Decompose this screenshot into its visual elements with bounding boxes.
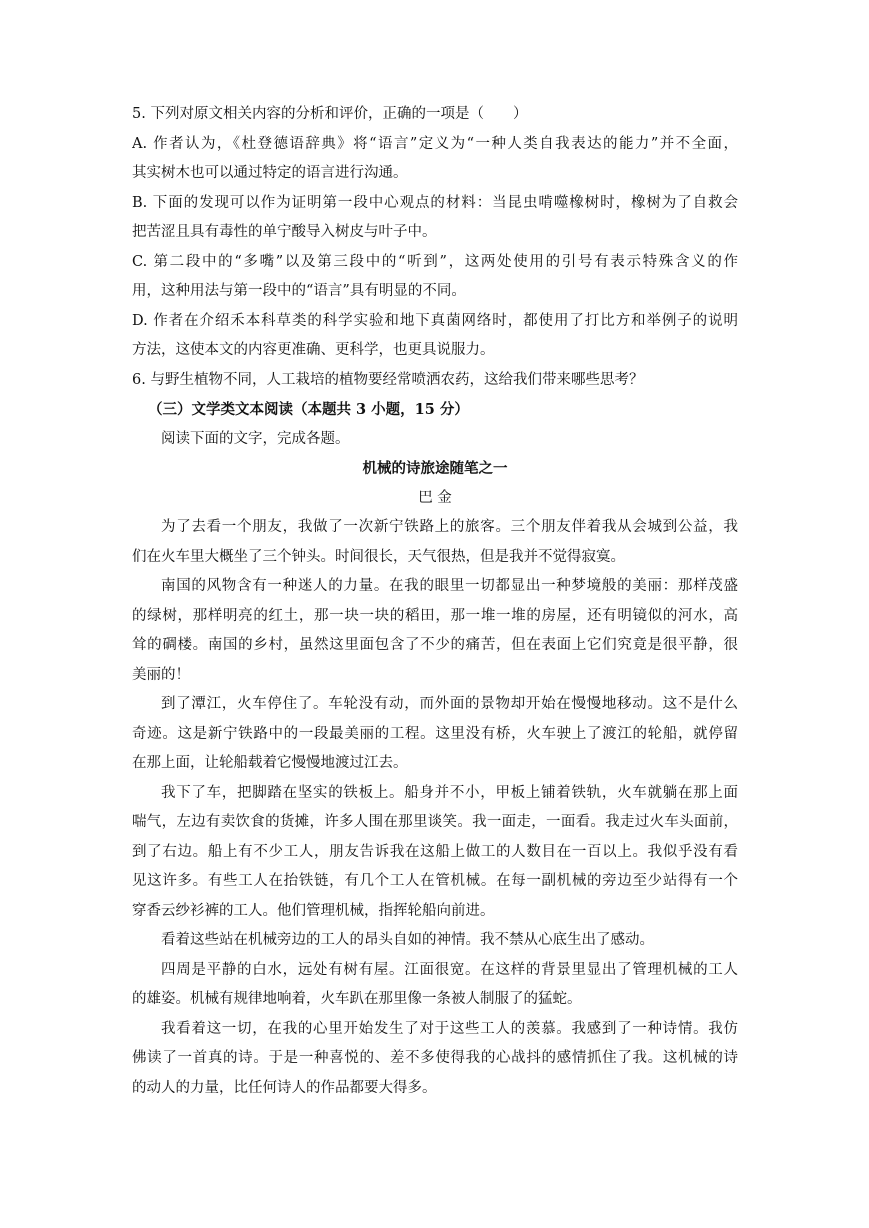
paragraph-5 — [132, 926, 738, 956]
paragraph-line: 的动人的力量，比任何诗人的作品都要大得多。 — [132, 1079, 437, 1096]
q5-option-c-line-1: C. 第二段中的“多嘴”以及第三段中的“听到”，这两处使用的引号有表示特殊含义的作 — [132, 253, 738, 270]
paragraph-line: 见这许多。有些工人在抬铁链，有几个工人在管机械。在每一副机械的旁边至少站得有一个 — [132, 873, 738, 889]
paragraph-7 — [132, 1015, 738, 1104]
section-heading: （三）文学类文本阅读（本题共 3 小题，15 分） — [148, 401, 469, 418]
exam-page — [132, 100, 738, 1103]
q5-stem: 5. 下列对原文相关内容的分析和评价，正确的一项是（ ） — [132, 106, 528, 122]
paragraph-line: 耸的碉楼。南国的乡村，虽然这里面包含了不少的痛苦，但在表面上它们究竟是很平静，很 — [132, 637, 738, 653]
article-title: 机械的诗旅途随笔之一 — [362, 460, 508, 477]
q5-option-c-line-2: 用，这种用法与第一段中的“语言”具有明显的不同。 — [132, 283, 466, 299]
paragraph-3 — [132, 690, 738, 779]
q5-option-a-line-2: 其实树木也可以通过特定的语言进行沟通。 — [132, 165, 408, 181]
article-author: 巴 金 — [418, 489, 452, 506]
paragraph-line: 喘气，左边有卖饮食的货摊，许多人围在那里谈笑。我一面走，一面看。我走过火车头面前， — [132, 814, 738, 830]
paragraph-line: 们在火车里大概坐了三个钟头。时间很长，天气很热，但是我并不觉得寂寞。 — [132, 548, 625, 565]
q6-stem: 6. 与野生植物不同，人工栽培的植物要经常喷洒农药，这给我们带来哪些思考？ — [132, 371, 644, 388]
paragraph-line: 我看着这一切，在我的心里开始发生了对于这些工人的羡慕。我感到了一种诗情。我仿 — [161, 1020, 738, 1037]
paragraph-line: 穿香云纱衫裤的工人。他们管理机械，指挥轮船向前进。 — [132, 902, 495, 919]
q5-option-a-line-1: A. 作者认为，《杜登德语辞典》将“语言”定义为“一种人类自我表达的能力”并不全面， — [132, 135, 738, 152]
paragraph-6 — [132, 956, 738, 1015]
paragraph-line: 奇迹。这是新宁铁路中的一段最美丽的工程。这里没有桥，火车驶上了渡江的轮船，就停留 — [132, 725, 738, 742]
paragraph-line: 在那上面，让轮船载着它慢慢地渡过江去。 — [132, 755, 408, 771]
paragraph-line: 为了去看一个朋友，我做了一次新宁铁路上的旅客。三个朋友伴着我从会城到公益，我 — [161, 519, 738, 535]
paragraph-4 — [132, 779, 738, 927]
paragraph-line: 四周是平静的白水，远处有树有屋。江面很宽。在这样的背景里显出了管理机械的工人 — [161, 961, 738, 978]
section-instruction: 阅读下面的文字，完成各题。 — [161, 430, 350, 447]
q5-option-b-line-1: B. 下面的发现可以作为证明第一段中心观点的材料：当昆虫啃噬橡树时，橡树为了自救会 — [132, 194, 738, 211]
paragraph-line: 看着这些站在机械旁边的工人的昂头自如的神情。我不禁从心底生出了感动。 — [161, 932, 654, 948]
paragraph-line: 到了右边。船上有不少工人，朋友告诉我在这船上做工的人数目在一百以上。我似乎没有看 — [132, 843, 738, 860]
paragraph-line: 美丽的！ — [132, 666, 190, 683]
paragraph-line: 我下了车，把脚踏在坚实的铁板上。船身并不小，甲板上铺着铁轨，火车就躺在那上面 — [161, 784, 738, 801]
q5-option-b-line-2: 把苦涩且具有毒性的单宁酸导入树皮与叶子中。 — [132, 224, 437, 240]
paragraph-line: 南国的风物含有一种迷人的力量。在我的眼里一切都显出一种梦境般的美丽：那样茂盛 — [161, 578, 738, 594]
paragraph-1 — [132, 513, 738, 572]
paragraph-line: 的雄姿。机械有规律地响着，火车趴在那里像一条被人制服了的猛蛇。 — [132, 991, 582, 1007]
q5-option-d-line-1: D. 作者在介绍禾本科草类的科学实验和地下真菌网络时，都使用了打比方和举例子的说明 — [132, 312, 738, 329]
q5-option-d-line-2: 方法，这使本文的内容更准确、更科学，也更具说服力。 — [132, 342, 495, 358]
paragraph-line: 到了潭江，火车停住了。车轮没有动，而外面的景物却开始在慢慢地移动。这不是什么 — [161, 696, 738, 712]
paragraph-2 — [132, 572, 738, 690]
paragraph-line: 佛读了一首真的诗。于是一种喜悦的、差不多使得我的心战抖的感情抓住了我。这机械的诗 — [132, 1050, 738, 1066]
paragraph-line: 的绿树，那样明亮的红土，那一块一块的稻田，那一堆一堆的房屋，还有明镜似的河水，高 — [132, 607, 738, 624]
